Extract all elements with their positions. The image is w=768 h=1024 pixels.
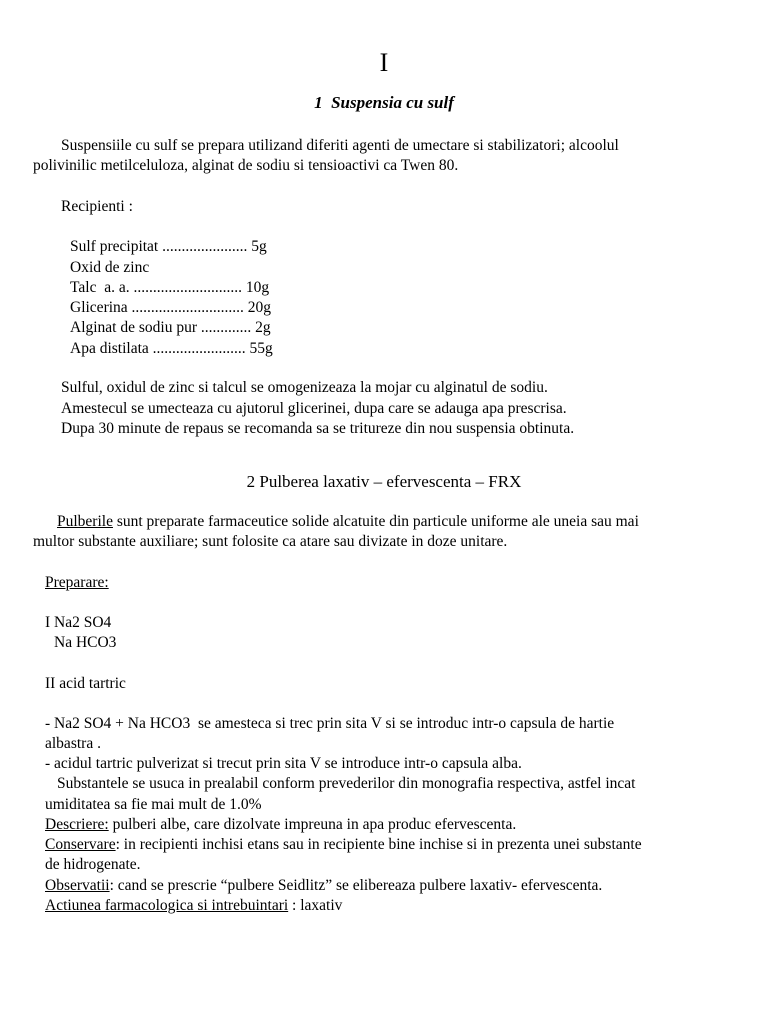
step-1-line-1: - Na2 SO4 + Na HCO3 se amesteca si trec prin sita V si se introduc intr-o capsula de hartie <box>45 715 615 732</box>
group-2-line: II acid tartric <box>45 675 126 692</box>
ingredient-line: Talc a. a. ............................ 10g <box>70 279 270 296</box>
observations-text: : cand se prescrie “pulbere Seidlitz” se elibereaza pulbere laxativ- efervescenta. <box>109 877 603 894</box>
ingredient-line: Alginat de sodiu pur ............. 2g <box>70 319 271 336</box>
observations-label: Observatii <box>45 877 110 894</box>
group-1-line-2: Na HCO3 <box>54 634 117 651</box>
action-line <box>45 896 342 916</box>
group-1-line-1: I Na2 SO4 <box>45 614 112 631</box>
description-text: pulberi albe, care dizolvate impreuna in apa produc efervescenta. <box>108 816 517 833</box>
conservation-line-1 <box>45 835 642 855</box>
conservation-label: Conservare <box>45 836 116 853</box>
action-label: Actiunea farmacologica si intrebuintari <box>45 897 289 914</box>
preparation-label: Preparare: <box>45 574 109 591</box>
step-3-line-2: umiditatea sa fie mai mult de 1.0% <box>45 796 262 813</box>
intro-line-1: Suspensiile cu sulf se prepara utilizand diferiti agenti de umectare si stabilizatori; alcoolul <box>61 137 619 154</box>
step-1-line-2: albastra . <box>45 735 101 752</box>
method-line: Dupa 30 minute de repaus se recomanda sa se tritureze din nou suspensia obtinuta. <box>61 420 575 437</box>
chapter-numeral: I <box>379 48 389 77</box>
definition-line-1 <box>57 512 639 532</box>
description-line <box>45 815 516 835</box>
section-1-title: 1 Suspensia cu sulf <box>314 93 454 112</box>
section-2-title: 2 Pulberea laxativ – efervescenta – FRX <box>246 472 522 491</box>
method-line: Sulful, oxidul de zinc si talcul se omogenizeaza la mojar cu alginatul de sodiu. <box>61 379 548 396</box>
ingredient-line: Oxid de zinc <box>70 259 150 276</box>
conservation-text: : in recipienti inchisi etans sau in recipiente bine inchise si in prezenta unei substante <box>115 836 642 853</box>
ingredient-line: Apa distilata ........................ 55g <box>70 340 273 357</box>
description-label: Descriere: <box>45 816 109 833</box>
observations-line <box>45 876 602 896</box>
step-2-line: - acidul tartric pulverizat si trecut prin sita V se introduce intr-o capsula alba. <box>45 755 522 772</box>
action-text: : laxativ <box>288 897 343 914</box>
intro-line-2: polivinilic metilceluloza, alginat de sodiu si tensioactivi ca Twen 80. <box>33 157 459 174</box>
definition-line-2: multor substante auxiliare; sunt folosite ca atare sau divizate in doze unitare. <box>33 533 508 550</box>
definition-text: sunt preparate farmaceutice solide alcatuite din particule uniforme ale uneia sau mai <box>112 513 639 530</box>
recipients-label: Recipienti : <box>61 198 133 215</box>
method-line: Amestecul se umecteaza cu ajutorul glicerinei, dupa care se adauga apa prescrisa. <box>61 400 567 417</box>
conservation-line-2: de hidrogenate. <box>45 856 141 873</box>
ingredient-line: Glicerina ............................. 20g <box>70 299 272 316</box>
step-3-line-1: Substantele se usuca in prealabil conform prevederilor din monografia respectiva, astfel incat <box>57 775 636 792</box>
ingredient-line: Sulf precipitat ...................... 5g <box>70 238 267 255</box>
definition-term: Pulberile <box>57 513 113 530</box>
